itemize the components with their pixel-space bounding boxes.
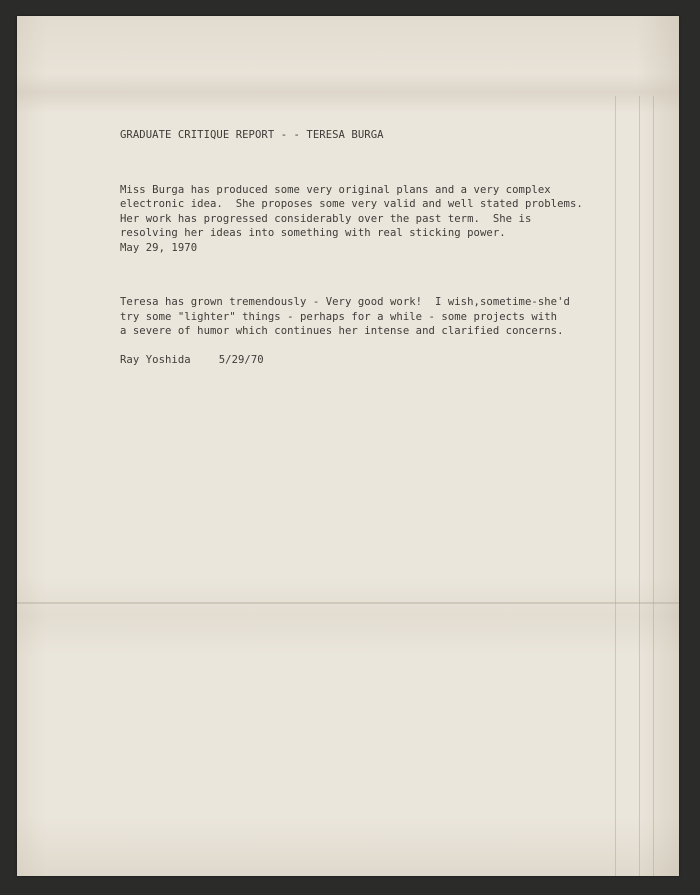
signature-line — [120, 353, 620, 368]
signer-name: Ray Yoshida — [120, 353, 191, 366]
report-title: GRADUATE CRITIQUE REPORT - - TERESA BURGA — [120, 129, 384, 141]
text-line: Her work has progressed considerably over the past term. She is — [120, 212, 532, 225]
text-line: try some "lighter" things - perhaps for a while - some projects with — [120, 310, 558, 323]
critique-paragraph-1 — [120, 183, 620, 241]
paper-stain-band — [17, 74, 679, 114]
typed-document — [120, 128, 620, 367]
fold-line — [17, 602, 679, 604]
text-line: Miss Burga has produced some very original plans and a very complex — [120, 183, 551, 196]
signature-date: 5/29/70 — [218, 353, 264, 366]
text-line: resolving her ideas into something with real sticking power. — [120, 227, 506, 239]
critique-paragraph-2 — [120, 295, 620, 339]
critique-date: May 29, 1970 — [120, 241, 198, 254]
text-line: electronic idea. She proposes some very valid and well stated problems. — [120, 198, 583, 210]
text-line: Teresa has grown tremendously - Very good work! I wish,sometime-she'd — [120, 296, 570, 308]
paper-edge-line — [653, 96, 654, 876]
text-line: a severe of humor which continues her intense and clarified concerns. — [120, 325, 564, 337]
paper-edge-line — [639, 96, 640, 876]
